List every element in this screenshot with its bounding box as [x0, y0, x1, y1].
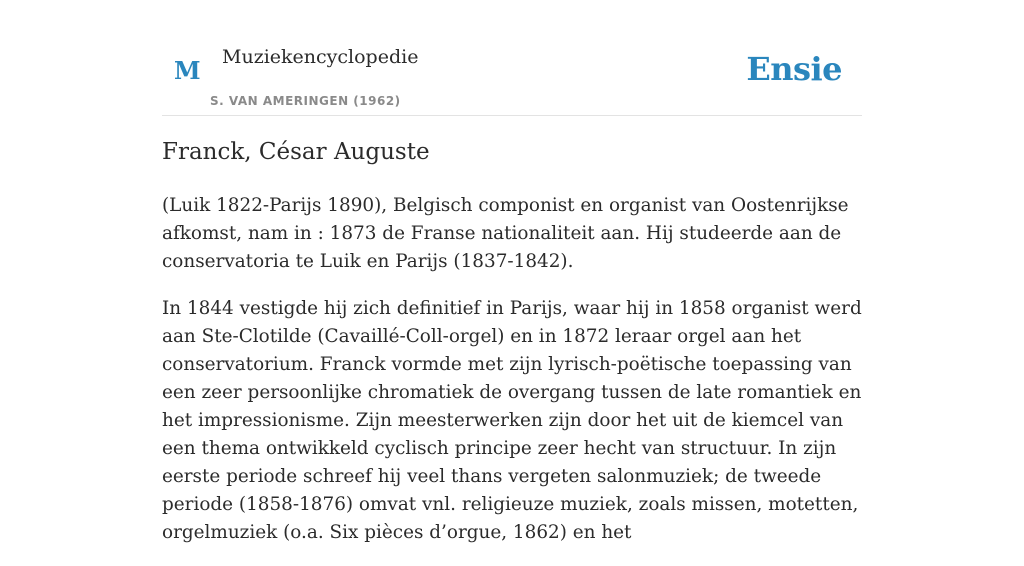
book-title-link[interactable]: Muziekencyclopedie [222, 46, 419, 68]
entry-title: Franck, César Auguste [162, 139, 430, 165]
entry-content [162, 192, 862, 566]
book-logo[interactable]: M [174, 56, 201, 85]
entry-paragraph-1: (Luik 1822-Parijs 1890), Belgisch componist en organist van Oostenrijkse afkomst, nam in : 1873 de Franse nationaliteit aan. Hij studeerde aan de conservatoria te Luik en Parijs (1837-1842). [162, 195, 849, 272]
site-header [162, 0, 862, 116]
book-author: S. VAN AMERINGEN (1962) [210, 94, 401, 108]
brand-logo[interactable]: Ensie [746, 50, 842, 88]
entry-paragraph-2: In 1844 vestigde hij zich definitief in Parijs, waar hij in 1858 organist werd aan Ste-Clotilde (Cavaillé-Coll-orgel) en in 1872 leraar orgel aan het conservatorium. Franck vormde met zijn lyrisch-poëtische toepassing van een zeer persoonlijke chromatiek de overgang tussen de late romantiek en het impressionisme. Zijn meesterwerken zijn door het uit de kiemcel van een thema ontwikkeld cyclisch principe zeer hecht van structuur. In zijn eerste periode schreef hij veel thans vergeten salonmuziek; de tweede periode (1858-1876) omvat vnl. religieuze muziek, zoals missen, motetten, orgelmuziek (o.a. Six pièces d’orgue, 1862) en het [162, 298, 862, 543]
